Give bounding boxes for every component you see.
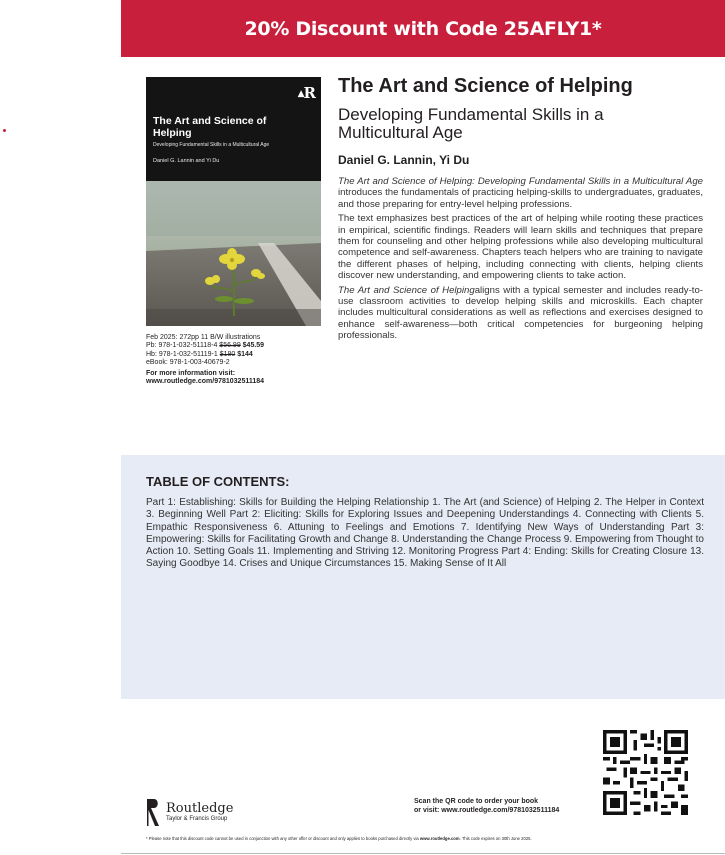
book-subtitle: Developing Fundamental Skills in a Multicultural Age bbox=[338, 105, 604, 142]
footnote-suffix: . This code expires on 30th June 2025. bbox=[459, 836, 532, 841]
book-authors: Daniel G. Lannin, Yi Du bbox=[338, 153, 470, 167]
routledge-mark-icon bbox=[145, 797, 161, 827]
book-description bbox=[338, 176, 703, 345]
scan-line-1: Scan the QR code to order your book bbox=[414, 798, 539, 805]
flower-road-photo bbox=[146, 181, 321, 326]
scan-instructions bbox=[414, 797, 559, 815]
toc-body: Part 1: Establishing: Skills for Building the Helping Relationship 1. The Art (and Science) of Helping 2. The Helper in Context 3. Beginning Well Part 2: Eliciting: Skills for Exploring Issues and Deepening Understandings 4. Connecting with Clients 5. Empathic Responsiveness 6. Attuning to Feelings and Emotions 7. Identifying New Ways of Understanding Part 3: Empowering: Skills for Facilitating Growth and Change 8. Understanding the Change Process 9. Empowering from Thought to Action 10. Setting Goals 11. Implementing and Striving 12. Monitoring Progress Part 4: Ending: Skills for Creating Closure 13. Saying Goodbye 14. Crises and Unique Circumstances 15. Making Sense of It All bbox=[146, 497, 704, 570]
toc-heading: TABLE OF CONTENTS: bbox=[146, 474, 290, 489]
cover-title: The Art and Science of Helping bbox=[153, 115, 267, 139]
discount-footnote bbox=[146, 836, 532, 841]
table-of-contents bbox=[121, 455, 725, 699]
description-title-italic: The Art and Science of Helping: Developing Fundamental Skills in a Multicultural Age bbox=[338, 176, 703, 187]
hardback-price bbox=[146, 351, 321, 359]
description-paragraph bbox=[338, 285, 703, 342]
description-text: aligns with a typical semester and includes ready-to-use classroom activities to develop helping skills and microskills. Each chapter includes multicultural considerations as well as reflections and exercises designed to enhance self-awareness—both critical competencies for burgeoning helping professionals. bbox=[338, 284, 703, 342]
info-link[interactable]: www.routledge.com/9781032511184 bbox=[146, 378, 265, 386]
book-title: The Art and Science of Helping bbox=[338, 75, 633, 97]
cover-subtitle: Developing Fundamental Skills in a Multicultural Age bbox=[153, 142, 270, 148]
hardback-new-price: $144 bbox=[235, 350, 253, 358]
cover-authors: Daniel G. Lannin and Yi Du bbox=[153, 158, 220, 164]
info-label: For more information visit: bbox=[146, 369, 236, 377]
paperback-new-price: $45.59 bbox=[240, 342, 265, 350]
qr-code-icon[interactable] bbox=[603, 730, 688, 815]
book-cover[interactable] bbox=[146, 77, 321, 326]
discount-text: 20% Discount with Code 25AFLY1* bbox=[244, 17, 602, 40]
discount-banner bbox=[121, 0, 725, 57]
routledge-logo[interactable] bbox=[145, 797, 233, 827]
cover-publisher-mark: R bbox=[303, 84, 315, 102]
scan-line-2[interactable]: or visit: www.routledge.com/9781032511184 bbox=[414, 807, 560, 814]
description-paragraph bbox=[338, 176, 703, 210]
decorative-dot bbox=[3, 129, 6, 132]
logo-name: Routledge bbox=[166, 801, 234, 816]
description-paragraph: The text emphasizes best practices of the art of helping while rooting these practices in empirical, scientific findings. Readers will learn skills and techniques that prepare them for counseling and other helping professions while also developing multicultural competence and self-awareness. Chapters teach helpers who are training to navigate the different phases of helping, including connecting with clients, helping clients discover new understanding, and empowering clients to take action. bbox=[338, 213, 703, 282]
ebook-isbn: eBook: 978-1-003-40679-2 bbox=[146, 359, 230, 367]
book-metadata bbox=[146, 334, 321, 386]
description-title-italic: The Art and Science of Helping bbox=[338, 284, 475, 296]
footnote-link[interactable]: www.routledge.com bbox=[419, 836, 460, 841]
logo-tagline: Taylor & Francis Group bbox=[166, 816, 228, 822]
publisher-logo-icon: ▲R bbox=[297, 84, 315, 102]
description-text: introduces the fundamentals of practicing helping-skills to undergraduates, graduates, and those preparing for entry-level helping professions. bbox=[338, 187, 703, 210]
bottom-divider bbox=[121, 853, 725, 854]
paperback-old-price: $56.99 bbox=[219, 342, 241, 350]
paperback-price bbox=[146, 342, 321, 350]
publication-info: Feb 2025: 272pp 11 B/W illustrations bbox=[146, 334, 261, 341]
hardback-isbn: Hb: 978-1-032-51119-1 bbox=[146, 350, 220, 358]
hardback-old-price: $180 bbox=[219, 350, 236, 358]
paperback-isbn: Pb: 978-1-032-51118-4 bbox=[146, 342, 220, 350]
footnote-prefix: * Please note that this discount code cannot be used in conjunction with any other offer or discount and only applies to books purchased directly via bbox=[146, 836, 420, 841]
